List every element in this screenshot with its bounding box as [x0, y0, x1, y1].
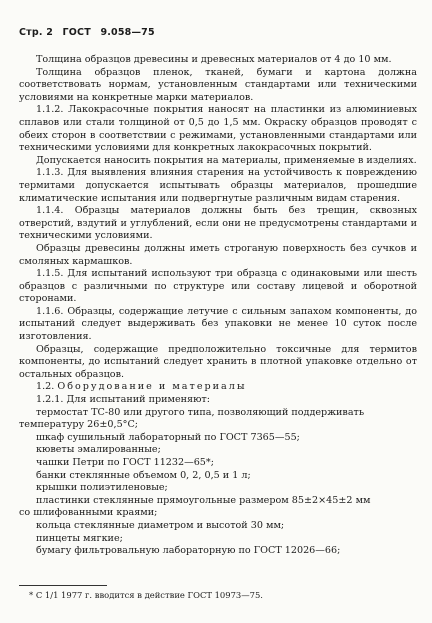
page-header [19, 27, 161, 38]
list-item: кюветы эмалированные; [36, 444, 161, 456]
paragraph: Толщина образцов древесины и древесных материалов от 4 до 10 мм. [36, 54, 392, 65]
list-item: термостат ТС-80 или другого типа, позволяющий поддерживать [36, 406, 365, 418]
paragraph: Толщина образцов пленок, тканей, бумаги и картона должна соответствовать нормам, установленным стандартами или техническими условиями на конкретные марки материалов. [19, 66, 417, 103]
list-item: пластинки стеклянные прямоугольные размером 85±2×45±2 мм [36, 494, 371, 506]
document-body [19, 54, 417, 558]
list-item: бумагу фильтровальную лабораторную по ГОСТ 12026—66; [36, 545, 341, 557]
paragraph: 1.1.6. Образцы, содержащие летучие с сильным запахом компоненты, до испытаний следует выдерживать без упаковки не менее 10 суток после изготовления. [19, 305, 417, 343]
section-title: Оборудование и материалы [57, 381, 247, 393]
standard-label: ГОСТ [62, 27, 91, 38]
list-item: крышки полиэтиленовые; [36, 482, 168, 494]
section-heading [19, 381, 417, 394]
page-number: Стр. 2 [19, 27, 54, 38]
standard-number: 9.058—75 [100, 27, 155, 38]
paragraph: Образцы древесины должны иметь строганую поверхность без сучков и смоляных кармашков. [19, 242, 417, 267]
section-number: 1.2. [36, 381, 55, 393]
paragraph: 1.1.5. Для испытаний используют три образца с одинаковыми или шесть образцов с различными по структуре или составу лицевой и оборотной сторонами. [19, 268, 417, 305]
list-item: банки стеклянные объемом 0, 2, 0,5 и 1 л; [36, 469, 251, 481]
footnote: * С 1/1 1977 г. вводится в действие ГОСТ 10973—75. [29, 590, 263, 600]
subsection-intro: 1.2.1. Для испытаний применяют: [36, 394, 210, 406]
paragraph: Допускается наносить покрытия на материалы, применяемые в изделиях. [36, 154, 417, 166]
list-item: кольца стеклянные диаметром и высотой 30 мм; [36, 519, 285, 531]
list-item-continuation: температуру 26±0,5°С; [19, 419, 139, 431]
list-item-continuation: со шлифованными краями; [19, 507, 158, 519]
footnote-divider [19, 585, 107, 586]
paragraph: 1.1.4. Образцы материалов должны быть без трещин, сквозных отверстий, вздутий и углублений, если они не предусмотрены стандартами и техническими условиями. [19, 205, 417, 242]
list-item: шкаф сушильный лабораторный по ГОСТ 7365—55; [36, 431, 300, 443]
paragraph: 1.1.3. Для выявления влияния старения на устойчивость к повреждению термитами допускается испытывать образцы материалов, прошедшие климатические испытания или подвергнутые различным видам старения. [19, 167, 417, 204]
paragraph: Образцы, содержащие предположительно токсичные для термитов компоненты, до испытаний следует хранить в плотной упаковке отдельно от остальных образцов. [19, 343, 417, 380]
list-item: чашки Петри по ГОСТ 11232—65*; [36, 457, 214, 468]
list-item: пинцеты мягкие; [36, 532, 123, 544]
paragraph: 1.1.2. Лакокрасочные покрытия наносят на пластинки из алюминиевых сплавов или стали толщиной от 0,5 до 1,5 мм. Окраску образцов проводят с обеих сторон в соответствии с режимами, установленными стандартами или техническими условиями для конкретных лакокрасочных покрытий. [19, 104, 417, 154]
